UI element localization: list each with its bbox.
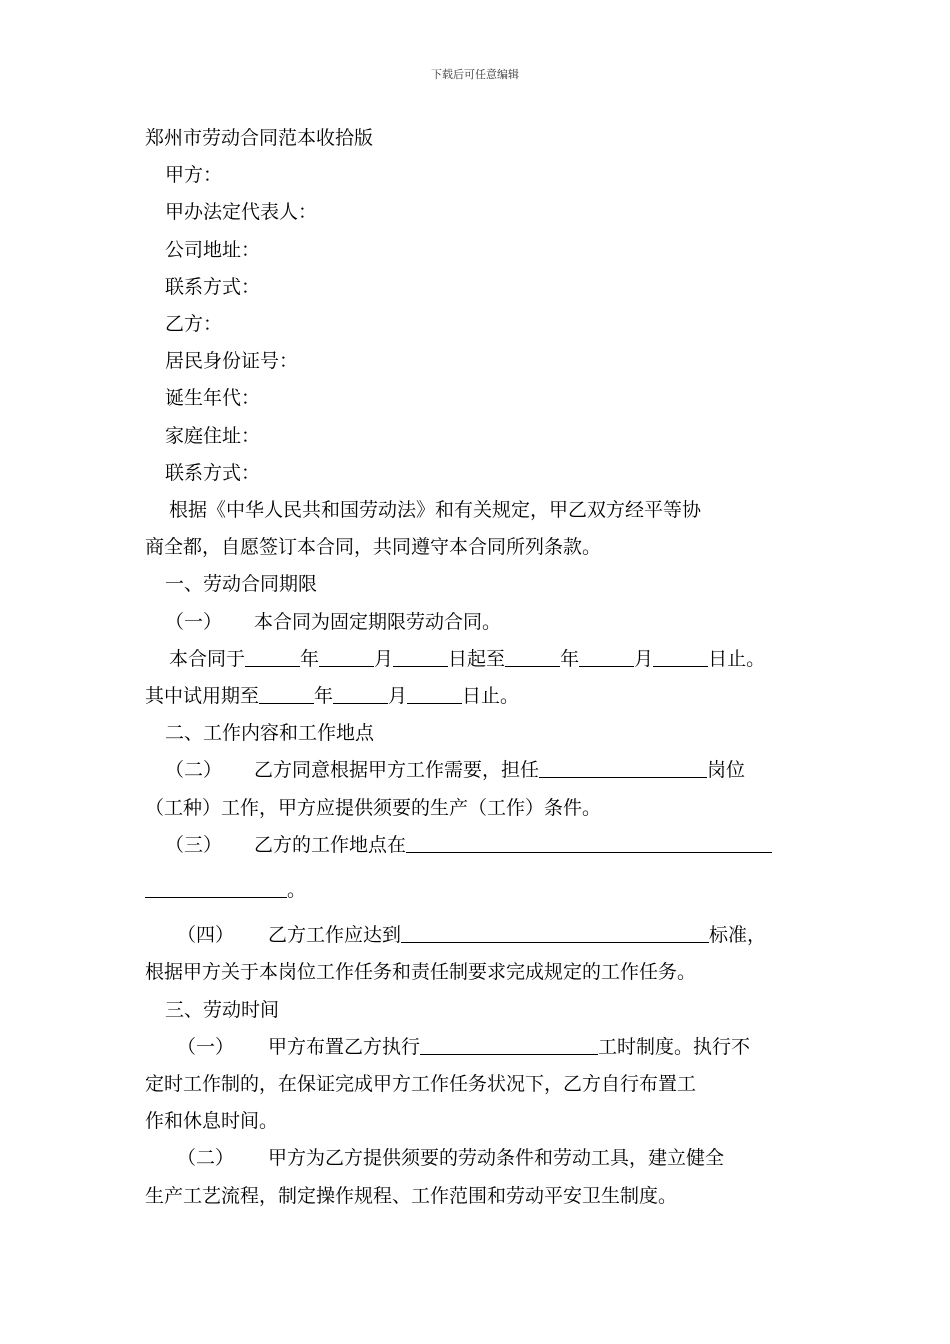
section2-item4-line2: 根据甲方关于本岗位工作任务和责任制要求完成规定的工作任务。: [145, 961, 697, 984]
section3-item1: （一） 甲方布置乙方执行 工时制度。执行不: [145, 1029, 810, 1066]
section2-item2: （二） 乙方同意根据甲方工作需要，担任 岗位: [145, 752, 810, 789]
section3-item2-line2: 生产工艺流程，制定操作规程、工作范围和劳动平安卫生制度。: [145, 1184, 678, 1207]
end-year-blank: [505, 644, 560, 667]
start-day-blank: [393, 644, 448, 667]
section2-item2-line2: （工种）工作，甲方应提供须要的生产（工作）条件。: [145, 796, 602, 819]
trial-month-blank: [333, 681, 388, 704]
field-party-b: 乙方：: [165, 313, 223, 336]
start-month-blank: [319, 644, 374, 667]
field-home-address: 家庭住址：: [165, 424, 261, 447]
intro-line-1: 根据《中华人民共和国劳动法》和有关规定，甲乙双方经平等协: [169, 499, 702, 522]
contract-term-line: 本合同于 年 月 日起至 年 月 日止。: [145, 641, 810, 678]
section3-item2: （二） 甲方为乙方提供须要的劳动条件和劳动工具，建立健全: [177, 1147, 725, 1170]
document-body: [145, 120, 810, 1215]
field-party-a: 甲方：: [165, 164, 223, 187]
trial-day-blank: [407, 681, 462, 704]
section1-item1: [145, 604, 810, 641]
intro-line-2: 商全都，自愿签订本合同，共同遵守本合同所列条款。: [145, 536, 602, 559]
field-contact-b: 联系方式：: [165, 461, 261, 484]
field-contact-a: 联系方式：: [165, 275, 261, 298]
section1-heading: 一、劳动合同期限: [165, 573, 318, 596]
field-company-address: 公司地址：: [165, 238, 261, 261]
trial-period-line: 其中试用期至 年 月 日止。: [145, 678, 810, 715]
section2-item3: （三） 乙方的工作地点在: [145, 827, 810, 864]
field-id-number: 居民身份证号：: [165, 350, 299, 373]
item-number: （一）: [165, 610, 223, 633]
position-blank: [539, 755, 707, 778]
section2-item4: （四） 乙方工作应达到 标准，: [145, 917, 810, 954]
document-title: 郑州市劳动合同范本收拾版: [145, 127, 374, 149]
start-year-blank: [245, 644, 300, 667]
standard-blank: [401, 920, 709, 943]
section2-item3-line2: 。: [145, 872, 810, 909]
end-day-blank: [653, 644, 708, 667]
section2-heading: 二、工作内容和工作地点: [165, 722, 375, 745]
working-hours-blank: [420, 1032, 598, 1055]
field-legal-rep: 甲办法定代表人：: [165, 201, 318, 224]
item-text: 本合同为固定期限劳动合同。: [254, 610, 502, 633]
field-birth-date: 诞生年代：: [165, 387, 261, 410]
section3-heading: 三、劳动时间: [165, 998, 280, 1021]
work-location-blank: [406, 830, 772, 853]
section3-item1-line2: 定时工作制的，在保证完成甲方工作任务状况下，乙方自行布置工: [145, 1073, 697, 1096]
page-header: 下载后可任意编辑: [431, 68, 519, 81]
end-month-blank: [579, 644, 634, 667]
work-location-blank-2: [145, 875, 287, 898]
section3-item1-line3: 作和休息时间。: [145, 1110, 279, 1133]
trial-year-blank: [259, 681, 314, 704]
